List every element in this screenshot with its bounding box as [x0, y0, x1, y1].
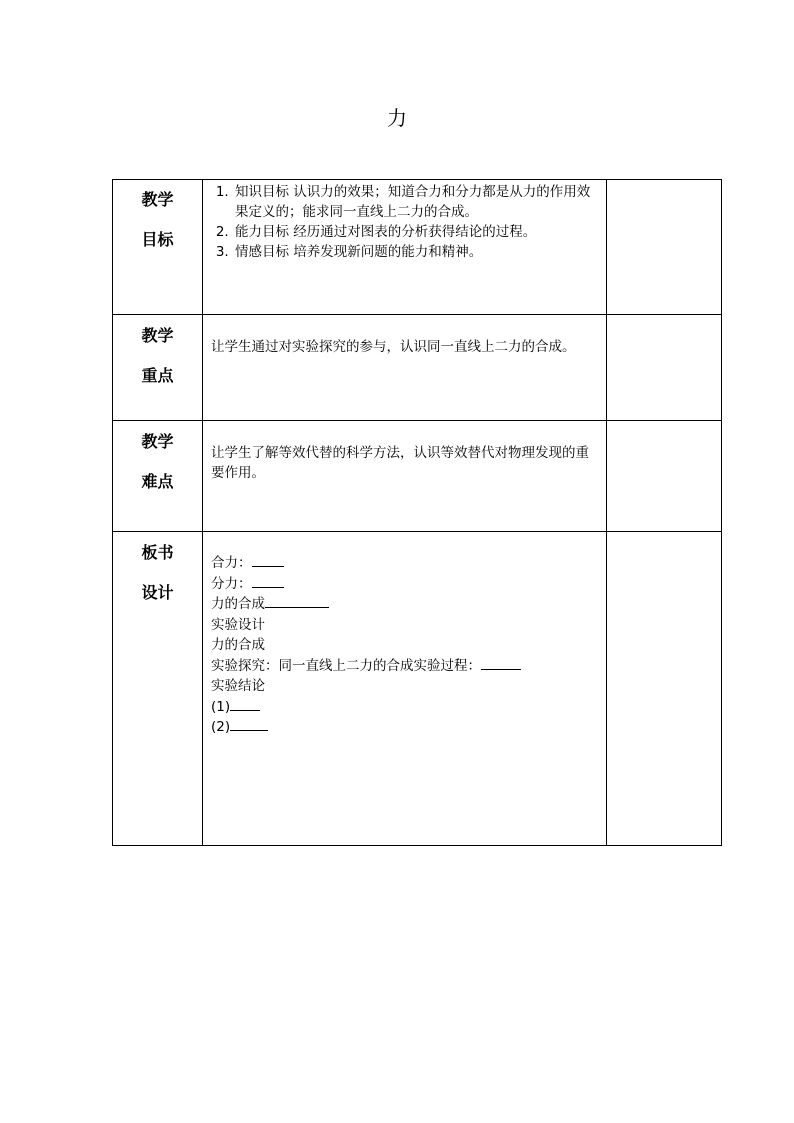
board-line: (2) — [211, 717, 600, 738]
board-line: 力的合成 — [211, 594, 600, 615]
label-line: 教学 — [141, 190, 174, 209]
answer-blank — [252, 574, 284, 588]
row-label — [113, 532, 203, 846]
objectives-cell — [203, 180, 607, 315]
label-line: 重点 — [141, 366, 174, 385]
objective-item: 2. 能力目标 经历通过对图表的分析获得结论的过程。 — [233, 222, 600, 242]
answer-blank — [265, 594, 329, 608]
board-design-lines — [203, 532, 606, 738]
board-line: 分力： — [211, 574, 600, 595]
objective-item: 1. 知识目标 认识力的效果；知道合力和分力都是从力的作用效果定义的；能求同一直线上二力的合成。 — [233, 182, 600, 222]
label-line: 教学 — [141, 432, 174, 451]
label-line: 板书 — [141, 543, 174, 562]
label-line: 设计 — [141, 583, 174, 602]
answer-blank — [481, 656, 521, 670]
page-title: 力 — [387, 106, 407, 130]
label-line: 难点 — [141, 472, 174, 491]
objectives-list — [203, 180, 606, 262]
board-line: 力的合成 — [211, 637, 265, 653]
row-label — [113, 421, 203, 532]
notes-cell — [607, 421, 722, 532]
board-line: (1) — [211, 697, 600, 718]
board-design-cell — [203, 532, 607, 846]
board-line: 合力： — [211, 553, 600, 574]
board-line: 实验结论 — [211, 678, 265, 694]
answer-blank — [230, 697, 260, 711]
board-line: 实验设计 — [211, 616, 265, 633]
answer-blank — [230, 717, 268, 731]
table-row-board-design — [113, 532, 722, 846]
table-row-objectives — [113, 180, 722, 315]
notes-cell — [607, 532, 722, 846]
difficulties-text: 让学生了解等效代替的科学方法，认识等效替代对物理发现的重要作用。 — [211, 445, 589, 481]
label-line: 目标 — [141, 230, 174, 249]
table-row-key-points — [113, 315, 722, 421]
board-line: 实验探究：同一直线上二力的合成实验过程： — [211, 656, 600, 677]
answer-blank — [252, 553, 284, 567]
notes-cell — [607, 315, 722, 421]
label-line: 教学 — [141, 326, 174, 345]
table-row-difficulties — [113, 421, 722, 532]
difficulties-cell — [203, 421, 607, 532]
lesson-plan-table — [112, 179, 722, 846]
row-label — [113, 315, 203, 421]
key-points-cell — [203, 315, 607, 421]
notes-cell — [607, 180, 722, 315]
key-points-text: 让学生通过对实验探究的参与，认识同一直线上二力的合成。 — [211, 339, 576, 355]
objective-item: 3. 情感目标 培养发现新问题的能力和精神。 — [233, 242, 600, 262]
row-label — [113, 180, 203, 315]
